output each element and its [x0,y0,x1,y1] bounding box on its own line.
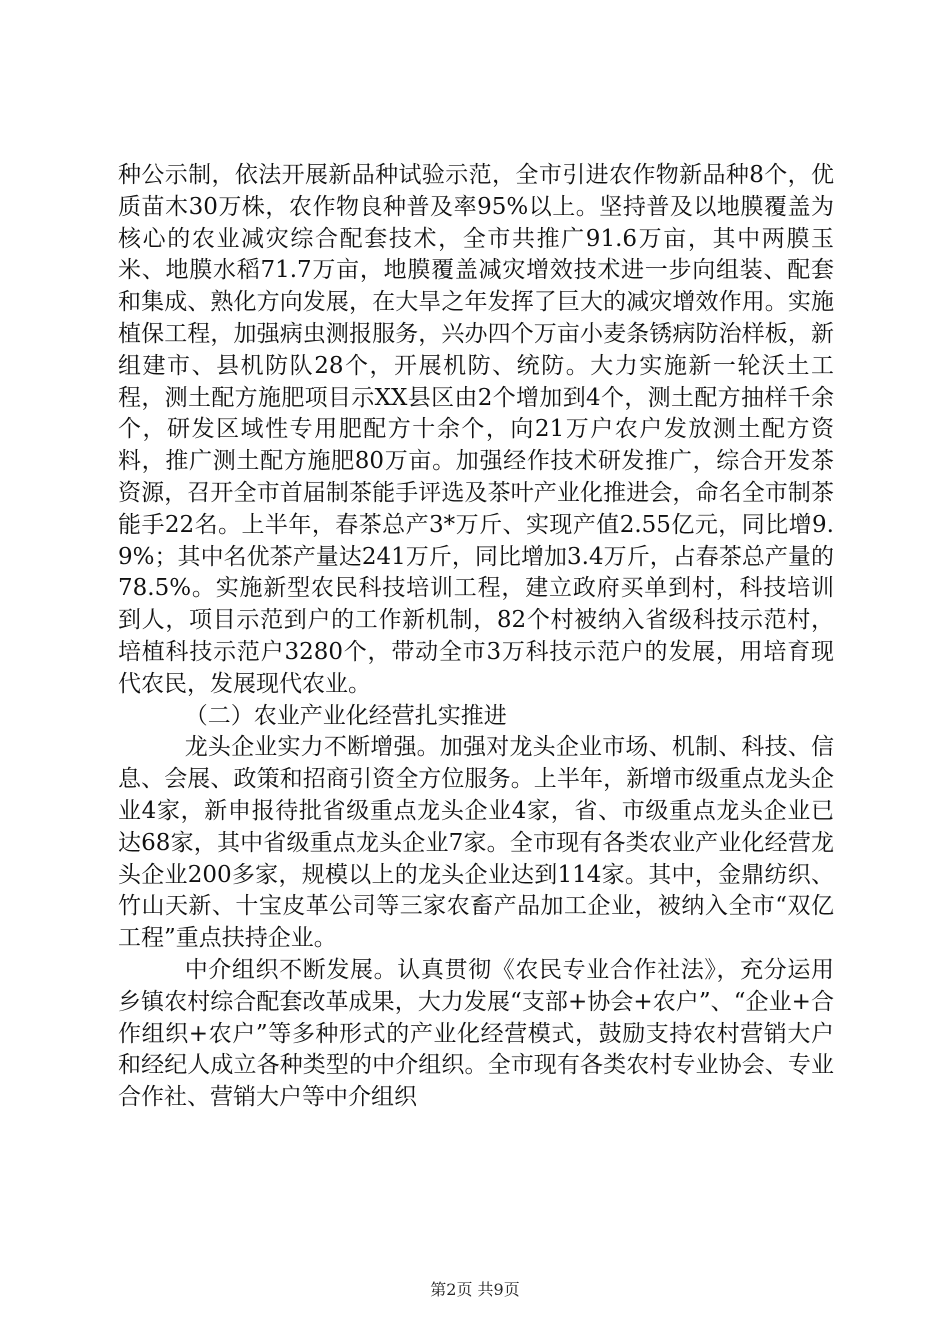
body-paragraph-3: 中介组织不断发展。认真贯彻《农民专业合作社法》，充分运用乡镇农村综合配套改革成果，大力发展“支部+协会+农户”、“企业+合作组织+农户”等多种形式的产业化经营模式，鼓励支持农村营销大户和经纪人成立各种类型的中介组织。全市现有各类农村专业协会、专业合作社、营销大户等中介组织 [118,956,834,1111]
body-paragraph-2: 龙头企业实力不断增强。加强对龙头企业市场、机制、科技、信息、会展、政策和招商引资全方位服务。上半年，新增市级重点龙头企业4家，新申报待批省级重点龙头企业4家，省、市级重点龙头企业已达68家，其中省级重点龙头企业7家。全市现有各类农业产业化经营龙头企业200多家，规模以上的龙头企业达到114家。其中，金鼎纺织、竹山天新、十宝皮革公司等三家农畜产品加工企业，被纳入全市“双亿工程”重点扶持企业。 [118,734,834,952]
section-heading: （二）农业产业化经营扎实推进 [184,702,507,729]
body-paragraph-1: 种公示制，依法开展新品种试验示范，全市引进农作物新品种8个，优质苗木30万株，农作物良种普及率95%以上。坚持普及以地膜覆盖为核心的农业减灾综合配套技术，全市共推广91.6万亩，其中两膜玉米、地膜水稻71.7万亩，地膜覆盖减灾增效技术进一步向组装、配套和集成、熟化方向发展，在大旱之年发挥了巨大的减灾增效作用。实施植保工程，加强病虫测报服务，兴办四个万亩小麦条锈病防治样板，新组建市、县机防队28个，开展机防、统防。大力实施新一轮沃土工程，测土配方施肥项目示XX县区由2个增加到4个，测土配方抽样千余个，研发区域性专用肥配方十余个，向21万户农户发放测土配方资料，推广测土配方施肥80万亩。加强经作技术研发推广，综合开发茶资源，召开全市首届制茶能手评选及茶叶产业化推进会，命名全市制茶能手22名。上半年，春茶总产3*万斤、实现产值2.55亿元，同比增9.9%；其中名优茶产量达241万斤，同比增加3.4万斤，占春茶总产量的78.5%。实施新型农民科技培训工程，建立政府买单到村，科技培训到人，项目示范到户的工作新机制，82个村被纳入省级科技示范村，培植科技示范户3280个，带动全市3万科技示范户的发展，用培育现代农民，发展现代农业。 [118,162,834,697]
document-body [118,160,834,1114]
page-footer: 第2页 共9页 [430,1280,520,1299]
